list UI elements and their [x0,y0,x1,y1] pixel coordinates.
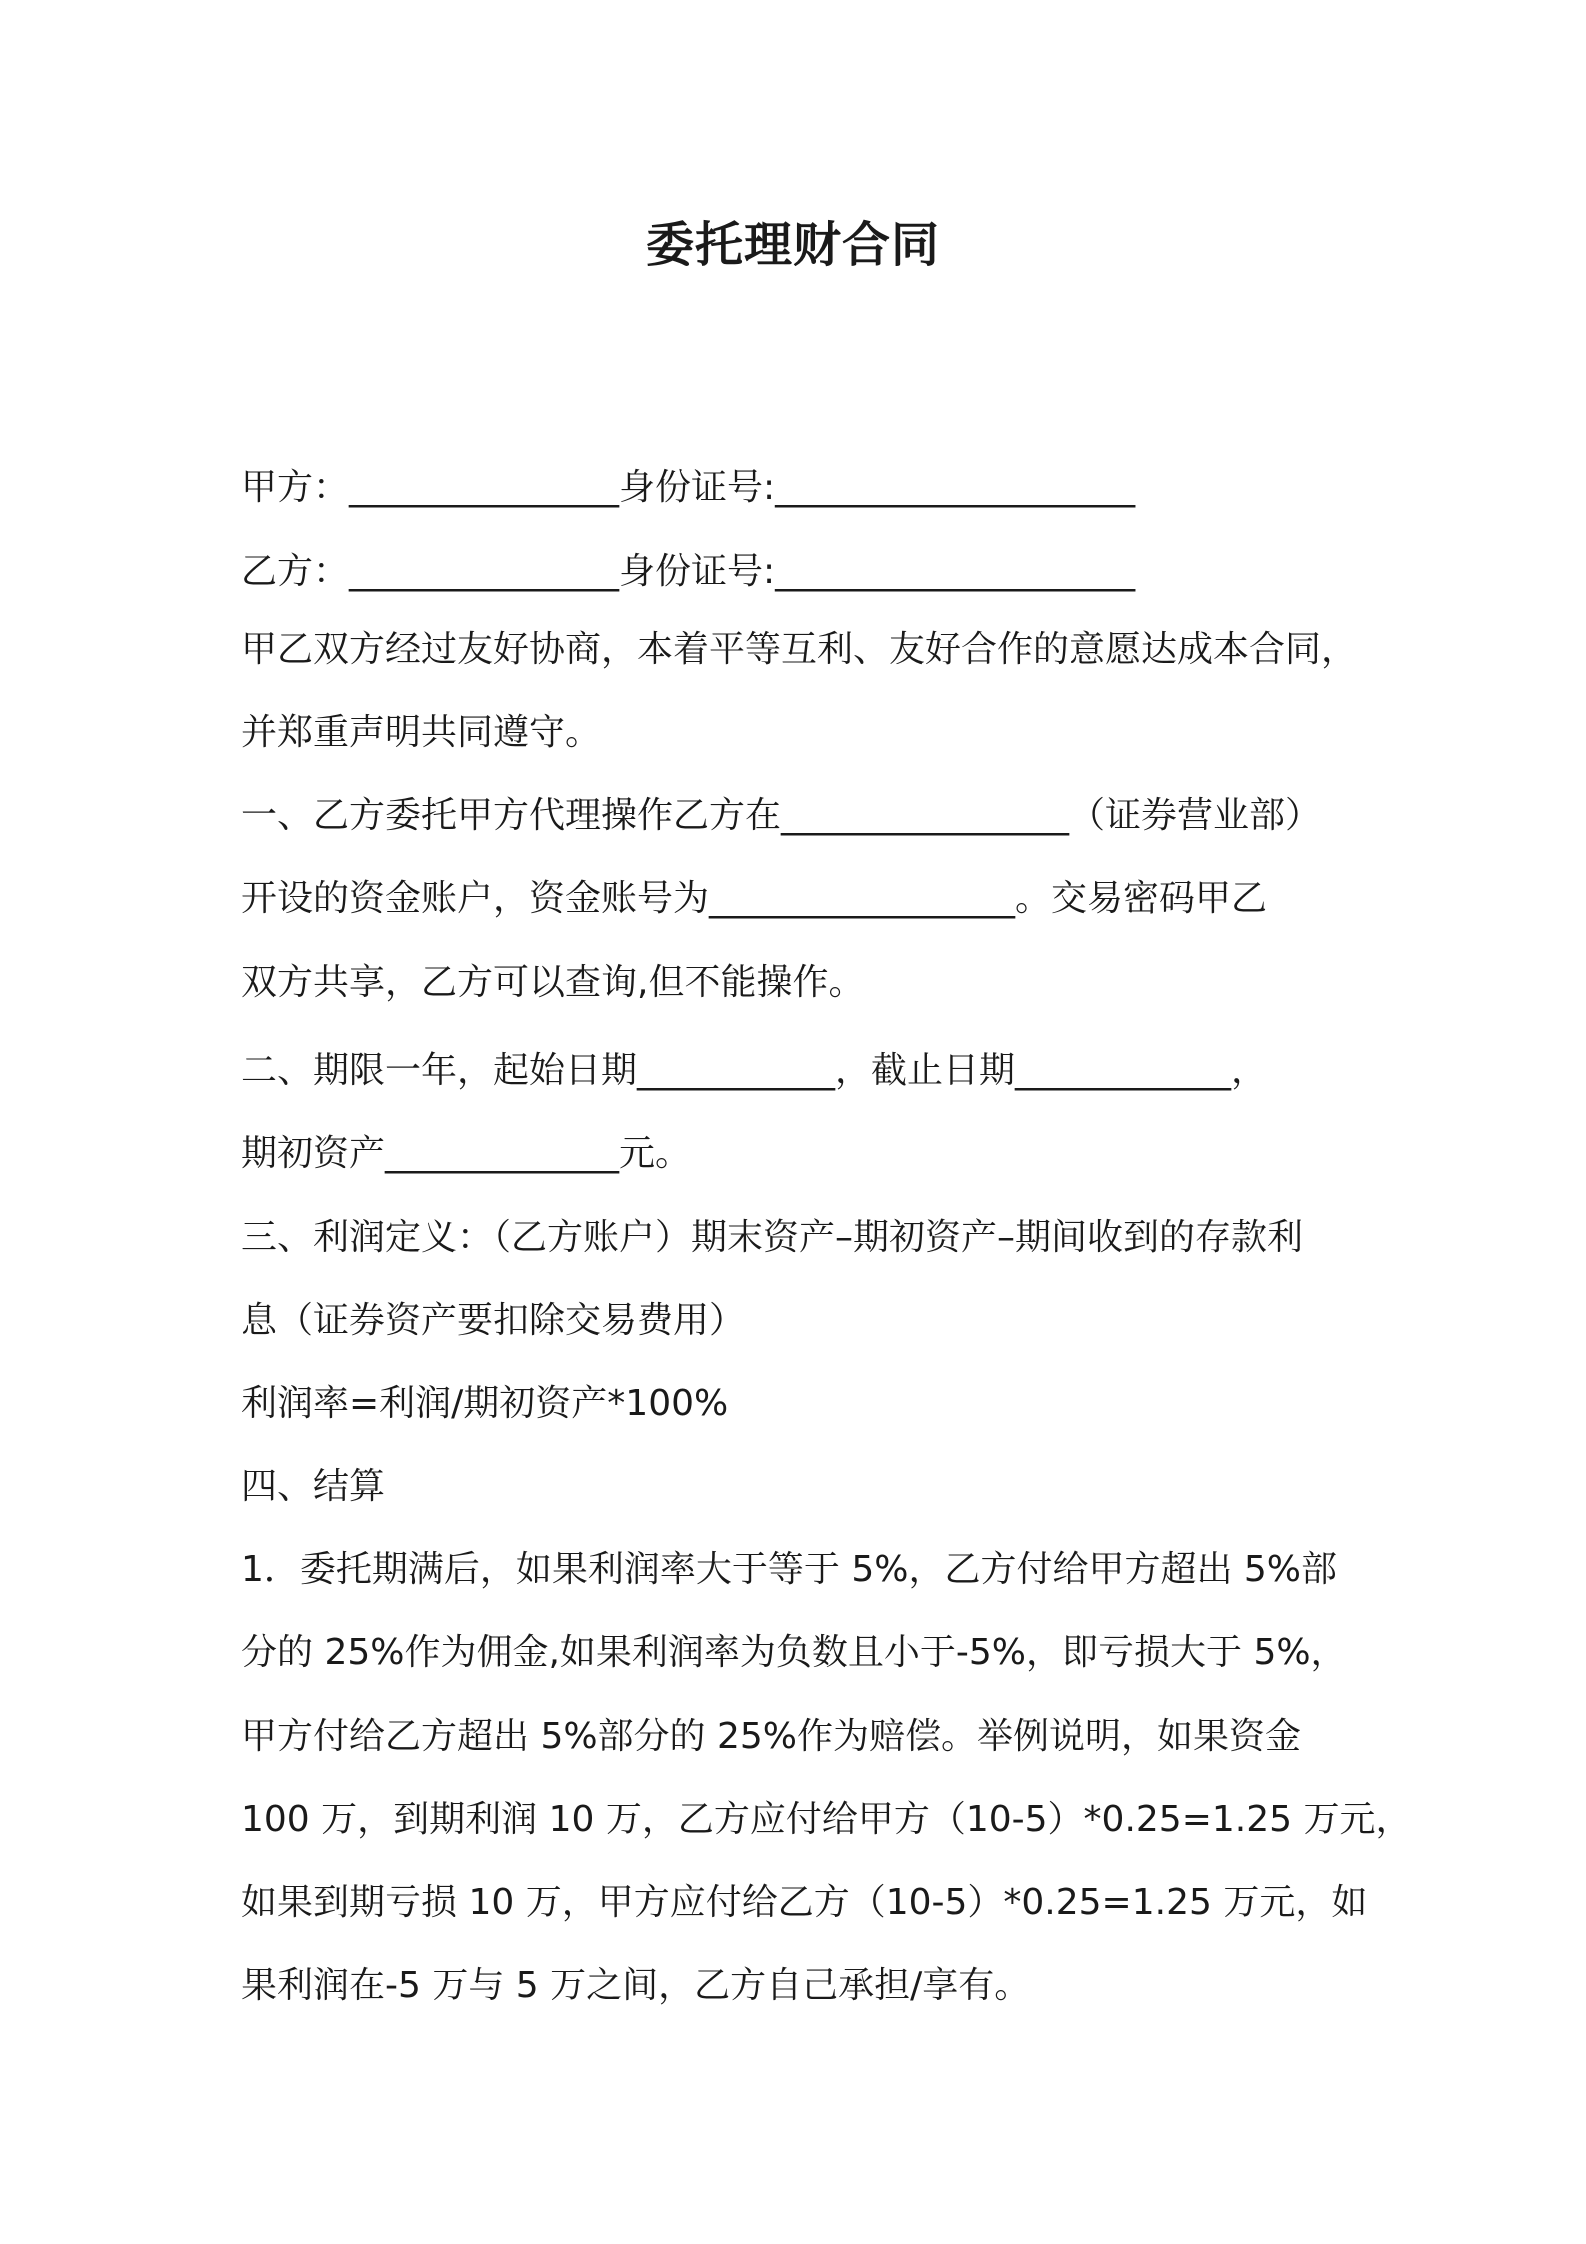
clause-2-line-1: 二、期限一年，起始日期___________，截止日期____________， [241,1050,1268,1091]
clause-3-line-2: 息（证券资产要扣除交易费用） [241,1300,746,1341]
clause-4-1-line-1: 1．委托期满后，如果利润率大于等于 5%，乙方付给甲方超出 5%部 [241,1549,1338,1590]
clause-4-1-line-3: 甲方付给乙方超出 5%部分的 25%作为赔偿。举例说明，如果资金 [241,1716,1302,1757]
preamble-line-2: 并郑重声明共同遵守。 [241,712,602,753]
clause-4-1-line-5: 如果到期亏损 10 万，甲方应付给乙方（10-5）*0.25=1.25 万元，如 [241,1882,1368,1923]
clause-4-1-line-4: 100 万，到期利润 10 万，乙方应付给甲方（10-5）*0.25=1.25 万元， [241,1799,1412,1840]
clause-1-line-1: 一、乙方委托甲方代理操作乙方在________________（证券营业部） [241,795,1322,836]
clause-4-1-line-2: 分的 25%作为佣金,如果利润率为负数且小于-5%，即亏损大于 5%， [241,1632,1347,1673]
preamble-line-1: 甲乙双方经过友好协商，本着平等互利、友好合作的意愿达成本合同， [241,629,1358,670]
profit-rate-formula: 利润率=利润/期初资产*100% [241,1383,729,1424]
clause-4-heading: 四、结算 [241,1466,386,1507]
clause-1-line-2: 开设的资金账户，资金账号为_________________。交易密码甲乙 [241,878,1268,919]
clause-2-line-2: 期初资产_____________元。 [241,1133,692,1174]
party-a-line: 甲方：_______________身份证号:____________________ [241,467,1136,508]
clause-4-1-line-6: 果利润在-5 万与 5 万之间，乙方自己承担/享有。 [241,1965,1031,2006]
clause-1-line-3: 双方共享，乙方可以查询,但不能操作。 [241,962,865,1003]
document-title: 委托理财合同 [645,217,940,273]
clause-3-line-1: 三、利润定义：（乙方账户）期末资产–期初资产–期间收到的存款利 [241,1217,1304,1258]
party-b-line: 乙方：_______________身份证号:____________________ [241,551,1136,592]
